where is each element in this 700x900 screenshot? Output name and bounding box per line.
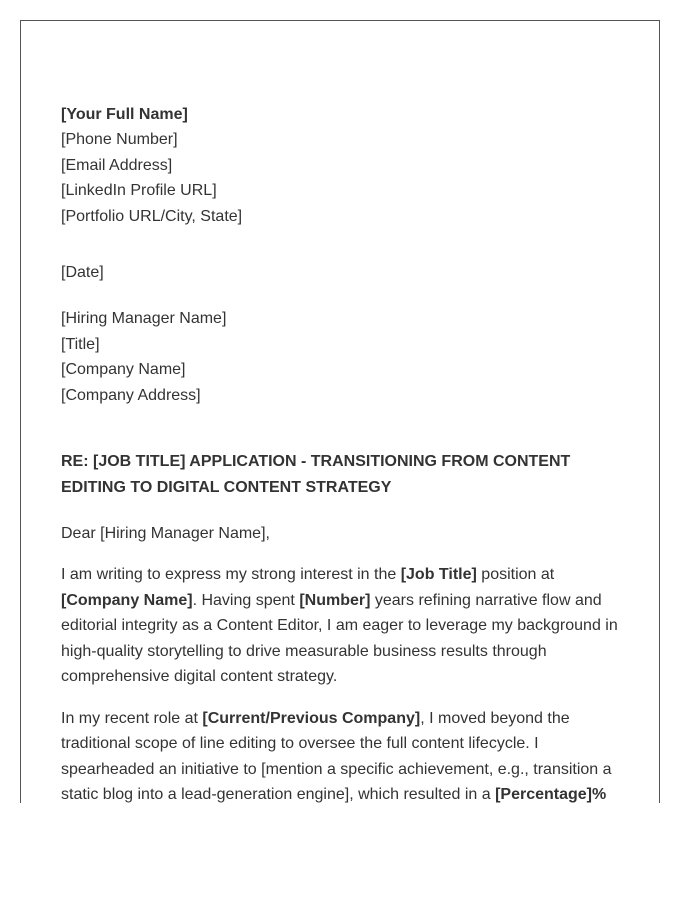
sender-email: [Email Address]	[61, 156, 173, 174]
sender-block	[61, 102, 631, 229]
body-paragraph-1	[61, 562, 631, 690]
date-block	[61, 260, 631, 285]
greeting-text: Dear [Hiring Manager Name],	[61, 525, 270, 543]
p1-company-name: [Company Name]	[61, 591, 193, 609]
subject-line	[61, 449, 631, 501]
p2-text-2: , I moved beyond the traditional scope of line editing to oversee the full content lifecycle. I spearheaded an initiative to [mention a specific achievement, e.g., transition a static blog into a lead-generation engine], which resulted in a	[61, 709, 612, 803]
recipient-company: [Company Name]	[61, 361, 186, 379]
sender-name: [Your Full Name]	[61, 106, 188, 123]
letter-content	[61, 102, 631, 803]
letter-page	[20, 20, 660, 803]
p1-text-4: years refining narrative flow and editorial integrity as a Content Editor, I am eager to leverage my background in high-quality storytelling to drive measurable business results through comprehensive digital content strategy.	[61, 591, 618, 686]
p1-number: [Number]	[299, 591, 371, 609]
sender-phone: [Phone Number]	[61, 131, 178, 149]
recipient-address: [Company Address]	[61, 386, 201, 404]
body-paragraph-2	[61, 706, 631, 803]
sender-portfolio: [Portfolio URL/City, State]	[61, 207, 243, 225]
subject-line-1: RE: [JOB TITLE] APPLICATION - TRANSITIONING FROM CONTENT	[61, 453, 571, 471]
p2-text-1: In my recent role at	[61, 709, 203, 727]
p2-current-company: [Current/Previous Company]	[202, 709, 421, 727]
salutation	[61, 521, 631, 546]
p1-text-3: . Having spent	[192, 591, 300, 609]
p1-text-1: I am writing to express my strong interest in the	[61, 566, 401, 584]
recipient-title: [Title]	[61, 335, 100, 353]
p1-text-2: position at	[476, 566, 555, 584]
recipient-name: [Hiring Manager Name]	[61, 310, 227, 328]
p2-percentage: [Percentage]%	[495, 786, 607, 803]
sender-linkedin: [LinkedIn Profile URL]	[61, 182, 217, 200]
p1-job-title: [Job Title]	[400, 566, 477, 584]
letter-date: [Date]	[61, 264, 104, 282]
subject-line-2: EDITING TO DIGITAL CONTENT STRATEGY	[61, 479, 392, 497]
recipient-block	[61, 306, 631, 408]
